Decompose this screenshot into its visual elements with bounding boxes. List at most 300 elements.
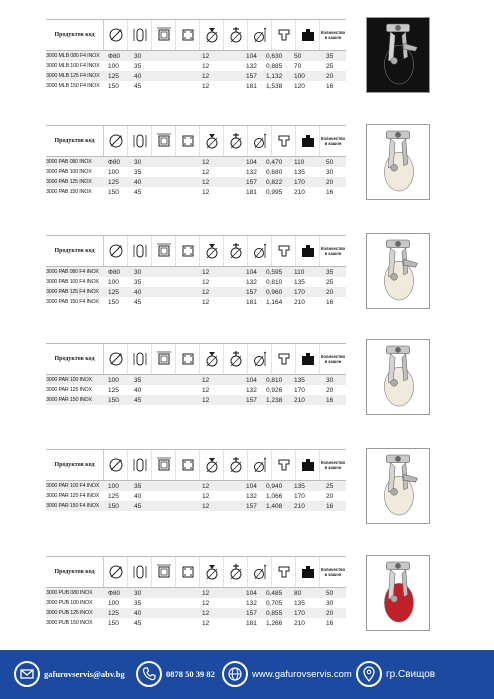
value-cell: 40 xyxy=(134,386,142,394)
product-code-cell: 3000 PAB 150 F4 INOX xyxy=(46,299,99,305)
product-code-cell: 3000 MLB 100 F4 INOX xyxy=(46,63,100,69)
value-cell: 150 xyxy=(108,188,119,196)
value-cell: 25 xyxy=(326,482,334,490)
product-code-cell: 3000 PAB 100 INOX xyxy=(46,169,92,175)
value-cell: 12 xyxy=(202,288,210,296)
footer-phone[interactable] xyxy=(136,661,215,687)
value-cell: 12 xyxy=(202,178,210,186)
wheel-diameter-icon xyxy=(104,126,128,156)
value-cell: 45 xyxy=(134,298,142,306)
table-body xyxy=(46,267,346,307)
value-cell: 35 xyxy=(134,168,142,176)
weight-icon xyxy=(296,344,320,374)
qty-column-header: Количество в кашон xyxy=(320,566,346,577)
value-cell: 157 xyxy=(246,502,257,510)
code-column-header: Продуктов код xyxy=(46,450,104,480)
code-column-header: Продуктов код xyxy=(46,126,104,156)
qty-column-header: Количество в кашон xyxy=(320,459,346,470)
value-cell: 1,238 xyxy=(266,396,283,404)
value-cell: 0,630 xyxy=(266,52,283,60)
product-table-2 xyxy=(46,125,346,197)
load-capacity-icon xyxy=(272,344,296,374)
value-cell: 12 xyxy=(202,589,210,597)
value-cell: 16 xyxy=(326,502,334,510)
swivel-load-icon xyxy=(200,126,224,156)
value-cell: 150 xyxy=(108,619,119,627)
value-cell: 120 xyxy=(294,82,305,90)
value-cell: Ф80 xyxy=(108,52,121,60)
value-cell: 132 xyxy=(246,62,257,70)
value-cell: 1,266 xyxy=(266,619,283,627)
caster-photo-1 xyxy=(366,17,430,93)
value-cell: 135 xyxy=(294,482,305,490)
value-cell: 20 xyxy=(326,288,334,296)
swivel-load-icon xyxy=(200,450,224,480)
value-cell: 80 xyxy=(294,589,302,597)
value-cell: 100 xyxy=(108,62,119,70)
value-cell: 125 xyxy=(108,178,119,186)
product-code-cell: 3000 PAR 100 INOX xyxy=(46,377,92,383)
product-code-cell: 3000 PUB 150 INOX xyxy=(46,620,93,626)
value-cell: 40 xyxy=(134,609,142,617)
product-code-cell: 3000 MLB 150 F4 INOX xyxy=(46,83,100,89)
value-cell: 100 xyxy=(108,599,119,607)
value-cell: 40 xyxy=(134,492,142,500)
value-cell: 110 xyxy=(294,158,305,166)
product-table-3 xyxy=(46,235,346,307)
product-table-5 xyxy=(46,449,346,511)
value-cell: Ф80 xyxy=(108,589,121,597)
value-cell: 132 xyxy=(246,168,257,176)
total-height-icon xyxy=(248,557,272,587)
top-plate-icon xyxy=(152,557,176,587)
value-cell: 181 xyxy=(246,82,257,90)
value-cell: 157 xyxy=(246,609,257,617)
value-cell: 132 xyxy=(246,492,257,500)
product-code-cell: 3000 PAR 150 F4 INOX xyxy=(46,503,100,509)
value-cell: 157 xyxy=(246,396,257,404)
value-cell: 210 xyxy=(294,502,305,510)
table-header xyxy=(46,343,346,375)
product-code-cell: 3000 PAR 100 F4 INOX xyxy=(46,483,100,489)
value-cell: 170 xyxy=(294,288,305,296)
wheel-width-icon xyxy=(128,236,152,266)
table-row xyxy=(46,187,346,197)
footer-website[interactable] xyxy=(222,661,352,687)
value-cell: 170 xyxy=(294,492,305,500)
total-height-icon xyxy=(248,126,272,156)
product-code-cell: 3000 PAB 080 INOX xyxy=(46,159,92,165)
value-cell: 45 xyxy=(134,396,142,404)
table-header xyxy=(46,235,346,267)
value-cell: 150 xyxy=(108,396,119,404)
value-cell: Ф80 xyxy=(108,268,121,276)
caster-photo-3 xyxy=(366,233,430,309)
table-row xyxy=(46,267,346,277)
value-cell: 35 xyxy=(134,278,142,286)
value-cell: 135 xyxy=(294,168,305,176)
value-cell: 12 xyxy=(202,158,210,166)
value-cell: 35 xyxy=(134,482,142,490)
value-cell: 12 xyxy=(202,168,210,176)
wheel-width-icon xyxy=(128,20,152,50)
table-row xyxy=(46,618,346,628)
value-cell: 104 xyxy=(246,589,257,597)
wheel-diameter-icon xyxy=(104,344,128,374)
weight-icon xyxy=(296,20,320,50)
value-cell: 0,995 xyxy=(266,188,283,196)
table-body xyxy=(46,588,346,628)
value-cell: 104 xyxy=(246,482,257,490)
value-cell: 45 xyxy=(134,502,142,510)
caster-photo-2 xyxy=(366,124,430,200)
phone-icon xyxy=(136,661,162,687)
total-height-icon xyxy=(248,344,272,374)
value-cell: 210 xyxy=(294,619,305,627)
value-cell: 50 xyxy=(294,52,302,60)
value-cell: 100 xyxy=(108,376,119,384)
value-cell: 35 xyxy=(134,62,142,70)
value-cell: 1,164 xyxy=(266,298,283,306)
footer-location xyxy=(356,661,435,687)
product-code-cell: 3000 MLB 125 F4 INOX xyxy=(46,73,100,79)
mounting-holes-icon xyxy=(176,126,200,156)
value-cell: 40 xyxy=(134,178,142,186)
value-cell: 0,595 xyxy=(266,268,283,276)
value-cell: 181 xyxy=(246,188,257,196)
value-cell: 0,680 xyxy=(266,168,283,176)
value-cell: 104 xyxy=(246,158,257,166)
value-cell: 135 xyxy=(294,376,305,384)
value-cell: 12 xyxy=(202,502,210,510)
value-cell: 170 xyxy=(294,609,305,617)
location-icon xyxy=(356,661,382,687)
weight-icon xyxy=(296,126,320,156)
table-row xyxy=(46,277,346,287)
value-cell: 210 xyxy=(294,396,305,404)
city-text: гр.Свищов xyxy=(386,668,436,680)
table-row xyxy=(46,588,346,598)
wheel-diameter-icon xyxy=(104,557,128,587)
product-code-cell: 3000 PUB 100 INOX xyxy=(46,600,93,606)
value-cell: 181 xyxy=(246,619,257,627)
value-cell: 132 xyxy=(246,278,257,286)
brake-icon xyxy=(224,236,248,266)
value-cell: 0,855 xyxy=(266,609,283,617)
value-cell: 12 xyxy=(202,72,210,80)
value-cell: 125 xyxy=(108,609,119,617)
value-cell: 210 xyxy=(294,298,305,306)
swivel-load-icon xyxy=(200,344,224,374)
value-cell: 16 xyxy=(326,396,334,404)
table-row xyxy=(46,297,346,307)
top-plate-icon xyxy=(152,344,176,374)
brake-icon xyxy=(224,344,248,374)
value-cell: 16 xyxy=(326,619,334,627)
wheel-width-icon xyxy=(128,557,152,587)
value-cell: 0,485 xyxy=(266,589,283,597)
value-cell: 135 xyxy=(294,278,305,286)
mounting-holes-icon xyxy=(176,344,200,374)
code-column-header: Продуктов код xyxy=(46,344,104,374)
value-cell: 30 xyxy=(134,268,142,276)
product-table-4 xyxy=(46,343,346,405)
phone-text: 0878 50 39 82 xyxy=(166,669,215,679)
product-table-6 xyxy=(46,556,346,628)
top-plate-icon xyxy=(152,20,176,50)
value-cell: 35 xyxy=(326,268,334,276)
value-cell: 125 xyxy=(108,288,119,296)
caster-photo-5 xyxy=(366,448,430,524)
value-cell: 104 xyxy=(246,376,257,384)
value-cell: 157 xyxy=(246,72,257,80)
value-cell: 12 xyxy=(202,82,210,90)
wheel-width-icon xyxy=(128,450,152,480)
table-header xyxy=(46,125,346,157)
load-capacity-icon xyxy=(272,126,296,156)
caster-photo-6 xyxy=(366,555,430,631)
brake-icon xyxy=(224,557,248,587)
value-cell: 135 xyxy=(294,599,305,607)
value-cell: 170 xyxy=(294,178,305,186)
wheel-diameter-icon xyxy=(104,450,128,480)
value-cell: 20 xyxy=(326,178,334,186)
value-cell: 30 xyxy=(134,158,142,166)
value-cell: 70 xyxy=(294,62,302,70)
value-cell: 150 xyxy=(108,502,119,510)
value-cell: 25 xyxy=(326,62,334,70)
value-cell: 150 xyxy=(108,298,119,306)
table-header xyxy=(46,19,346,51)
table-row xyxy=(46,375,346,385)
product-code-cell: 3000 PAR 125 INOX xyxy=(46,387,92,393)
value-cell: 157 xyxy=(246,178,257,186)
code-column-header: Продуктов код xyxy=(46,236,104,266)
table-row xyxy=(46,81,346,91)
value-cell: 16 xyxy=(326,82,334,90)
caster-photo-4 xyxy=(366,339,430,415)
value-cell: 170 xyxy=(294,386,305,394)
wheel-diameter-icon xyxy=(104,236,128,266)
value-cell: 12 xyxy=(202,386,210,394)
table-row xyxy=(46,51,346,61)
value-cell: 0,960 xyxy=(266,288,283,296)
value-cell: 50 xyxy=(326,158,334,166)
email-text: gafurovservis@abv.bg xyxy=(44,669,125,679)
brake-icon xyxy=(224,450,248,480)
value-cell: 45 xyxy=(134,82,142,90)
swivel-load-icon xyxy=(200,20,224,50)
value-cell: 1,408 xyxy=(266,502,283,510)
value-cell: 100 xyxy=(108,168,119,176)
table-body xyxy=(46,51,346,91)
weight-icon xyxy=(296,236,320,266)
contact-footer xyxy=(0,650,494,699)
value-cell: 0,926 xyxy=(266,386,283,394)
value-cell: Ф80 xyxy=(108,158,121,166)
value-cell: 104 xyxy=(246,268,257,276)
value-cell: 0,810 xyxy=(266,278,283,286)
value-cell: 0,705 xyxy=(266,599,283,607)
table-row xyxy=(46,385,346,395)
value-cell: 16 xyxy=(326,188,334,196)
code-column-header: Продуктов код xyxy=(46,557,104,587)
code-column-header: Продуктов код xyxy=(46,20,104,50)
table-row xyxy=(46,61,346,71)
value-cell: 12 xyxy=(202,188,210,196)
value-cell: 20 xyxy=(326,386,334,394)
value-cell: 104 xyxy=(246,52,257,60)
load-capacity-icon xyxy=(272,557,296,587)
value-cell: 125 xyxy=(108,72,119,80)
total-height-icon xyxy=(248,450,272,480)
table-row xyxy=(46,491,346,501)
weight-icon xyxy=(296,557,320,587)
product-code-cell: 3000 PUB 080 INOX xyxy=(46,590,93,596)
value-cell: 12 xyxy=(202,268,210,276)
value-cell: 12 xyxy=(202,492,210,500)
value-cell: 210 xyxy=(294,188,305,196)
email-icon xyxy=(14,661,40,687)
value-cell: 1,132 xyxy=(266,72,283,80)
qty-column-header: Количество в кашон xyxy=(320,135,346,146)
table-row xyxy=(46,71,346,81)
product-code-cell: 3000 PAB 100 F4 INOX xyxy=(46,279,99,285)
top-plate-icon xyxy=(152,236,176,266)
product-table-1 xyxy=(46,19,346,91)
mounting-holes-icon xyxy=(176,450,200,480)
value-cell: 30 xyxy=(326,599,334,607)
product-code-cell: 3000 MLB 080 F4 INOX xyxy=(46,53,100,59)
table-header xyxy=(46,556,346,588)
value-cell: 0,470 xyxy=(266,158,283,166)
mounting-holes-icon xyxy=(176,20,200,50)
table-body xyxy=(46,481,346,511)
weight-icon xyxy=(296,450,320,480)
value-cell: 100 xyxy=(108,278,119,286)
value-cell: 50 xyxy=(326,589,334,597)
value-cell: 30 xyxy=(134,52,142,60)
website-text: www.gafurovservis.com xyxy=(252,668,352,680)
value-cell: 25 xyxy=(326,278,334,286)
value-cell: 12 xyxy=(202,298,210,306)
value-cell: 1,538 xyxy=(266,82,283,90)
value-cell: 12 xyxy=(202,376,210,384)
qty-column-header: Количество в кашон xyxy=(320,29,346,40)
qty-column-header: Количество в кашон xyxy=(320,353,346,364)
value-cell: 12 xyxy=(202,599,210,607)
swivel-load-icon xyxy=(200,236,224,266)
value-cell: 100 xyxy=(294,72,305,80)
value-cell: 12 xyxy=(202,52,210,60)
value-cell: 100 xyxy=(108,482,119,490)
value-cell: 0,885 xyxy=(266,62,283,70)
qty-column-header: Количество в кашон xyxy=(320,245,346,256)
footer-email[interactable] xyxy=(14,661,125,687)
value-cell: 30 xyxy=(134,589,142,597)
value-cell: 20 xyxy=(326,492,334,500)
value-cell: 12 xyxy=(202,609,210,617)
mounting-holes-icon xyxy=(176,557,200,587)
wheel-width-icon xyxy=(128,344,152,374)
product-code-cell: 3000 PAB 125 INOX xyxy=(46,179,92,185)
value-cell: 20 xyxy=(326,72,334,80)
value-cell: 125 xyxy=(108,386,119,394)
value-cell: 110 xyxy=(294,268,305,276)
table-row xyxy=(46,177,346,187)
table-body xyxy=(46,375,346,405)
value-cell: 35 xyxy=(134,376,142,384)
globe-icon xyxy=(222,661,248,687)
value-cell: 45 xyxy=(134,619,142,627)
value-cell: 45 xyxy=(134,188,142,196)
value-cell: 0,822 xyxy=(266,178,283,186)
value-cell: 20 xyxy=(326,609,334,617)
value-cell: 132 xyxy=(246,386,257,394)
table-header xyxy=(46,449,346,481)
top-plate-icon xyxy=(152,126,176,156)
value-cell: 125 xyxy=(108,492,119,500)
table-body xyxy=(46,157,346,197)
product-code-cell: 3000 PAR 125 F4 INOX xyxy=(46,493,100,499)
value-cell: 0,940 xyxy=(266,482,283,490)
value-cell: 16 xyxy=(326,298,334,306)
swivel-load-icon xyxy=(200,557,224,587)
value-cell: 12 xyxy=(202,62,210,70)
total-height-icon xyxy=(248,20,272,50)
value-cell: 157 xyxy=(246,288,257,296)
value-cell: 0,810 xyxy=(266,376,283,384)
value-cell: 35 xyxy=(134,599,142,607)
table-row xyxy=(46,395,346,405)
table-row xyxy=(46,481,346,491)
table-row xyxy=(46,501,346,511)
value-cell: 40 xyxy=(134,72,142,80)
brake-icon xyxy=(224,126,248,156)
mounting-holes-icon xyxy=(176,236,200,266)
load-capacity-icon xyxy=(272,236,296,266)
value-cell: 1,066 xyxy=(266,492,283,500)
top-plate-icon xyxy=(152,450,176,480)
table-row xyxy=(46,608,346,618)
wheel-width-icon xyxy=(128,126,152,156)
value-cell: 40 xyxy=(134,288,142,296)
total-height-icon xyxy=(248,236,272,266)
value-cell: 30 xyxy=(326,376,334,384)
wheel-diameter-icon xyxy=(104,20,128,50)
brake-icon xyxy=(224,20,248,50)
value-cell: 132 xyxy=(246,599,257,607)
value-cell: 12 xyxy=(202,278,210,286)
value-cell: 35 xyxy=(326,52,334,60)
value-cell: 12 xyxy=(202,482,210,490)
value-cell: 12 xyxy=(202,396,210,404)
value-cell: 181 xyxy=(246,298,257,306)
load-capacity-icon xyxy=(272,20,296,50)
load-capacity-icon xyxy=(272,450,296,480)
table-row xyxy=(46,287,346,297)
value-cell: 150 xyxy=(108,82,119,90)
table-row xyxy=(46,157,346,167)
product-code-cell: 3000 PAB 125 F4 INOX xyxy=(46,289,99,295)
product-code-cell: 3000 PAB 080 F4 INOX xyxy=(46,269,99,275)
product-code-cell: 3000 PUB 125 INOX xyxy=(46,610,93,616)
table-row xyxy=(46,167,346,177)
product-code-cell: 3000 PAB 150 INOX xyxy=(46,189,92,195)
value-cell: 12 xyxy=(202,619,210,627)
table-row xyxy=(46,598,346,608)
value-cell: 30 xyxy=(326,168,334,176)
